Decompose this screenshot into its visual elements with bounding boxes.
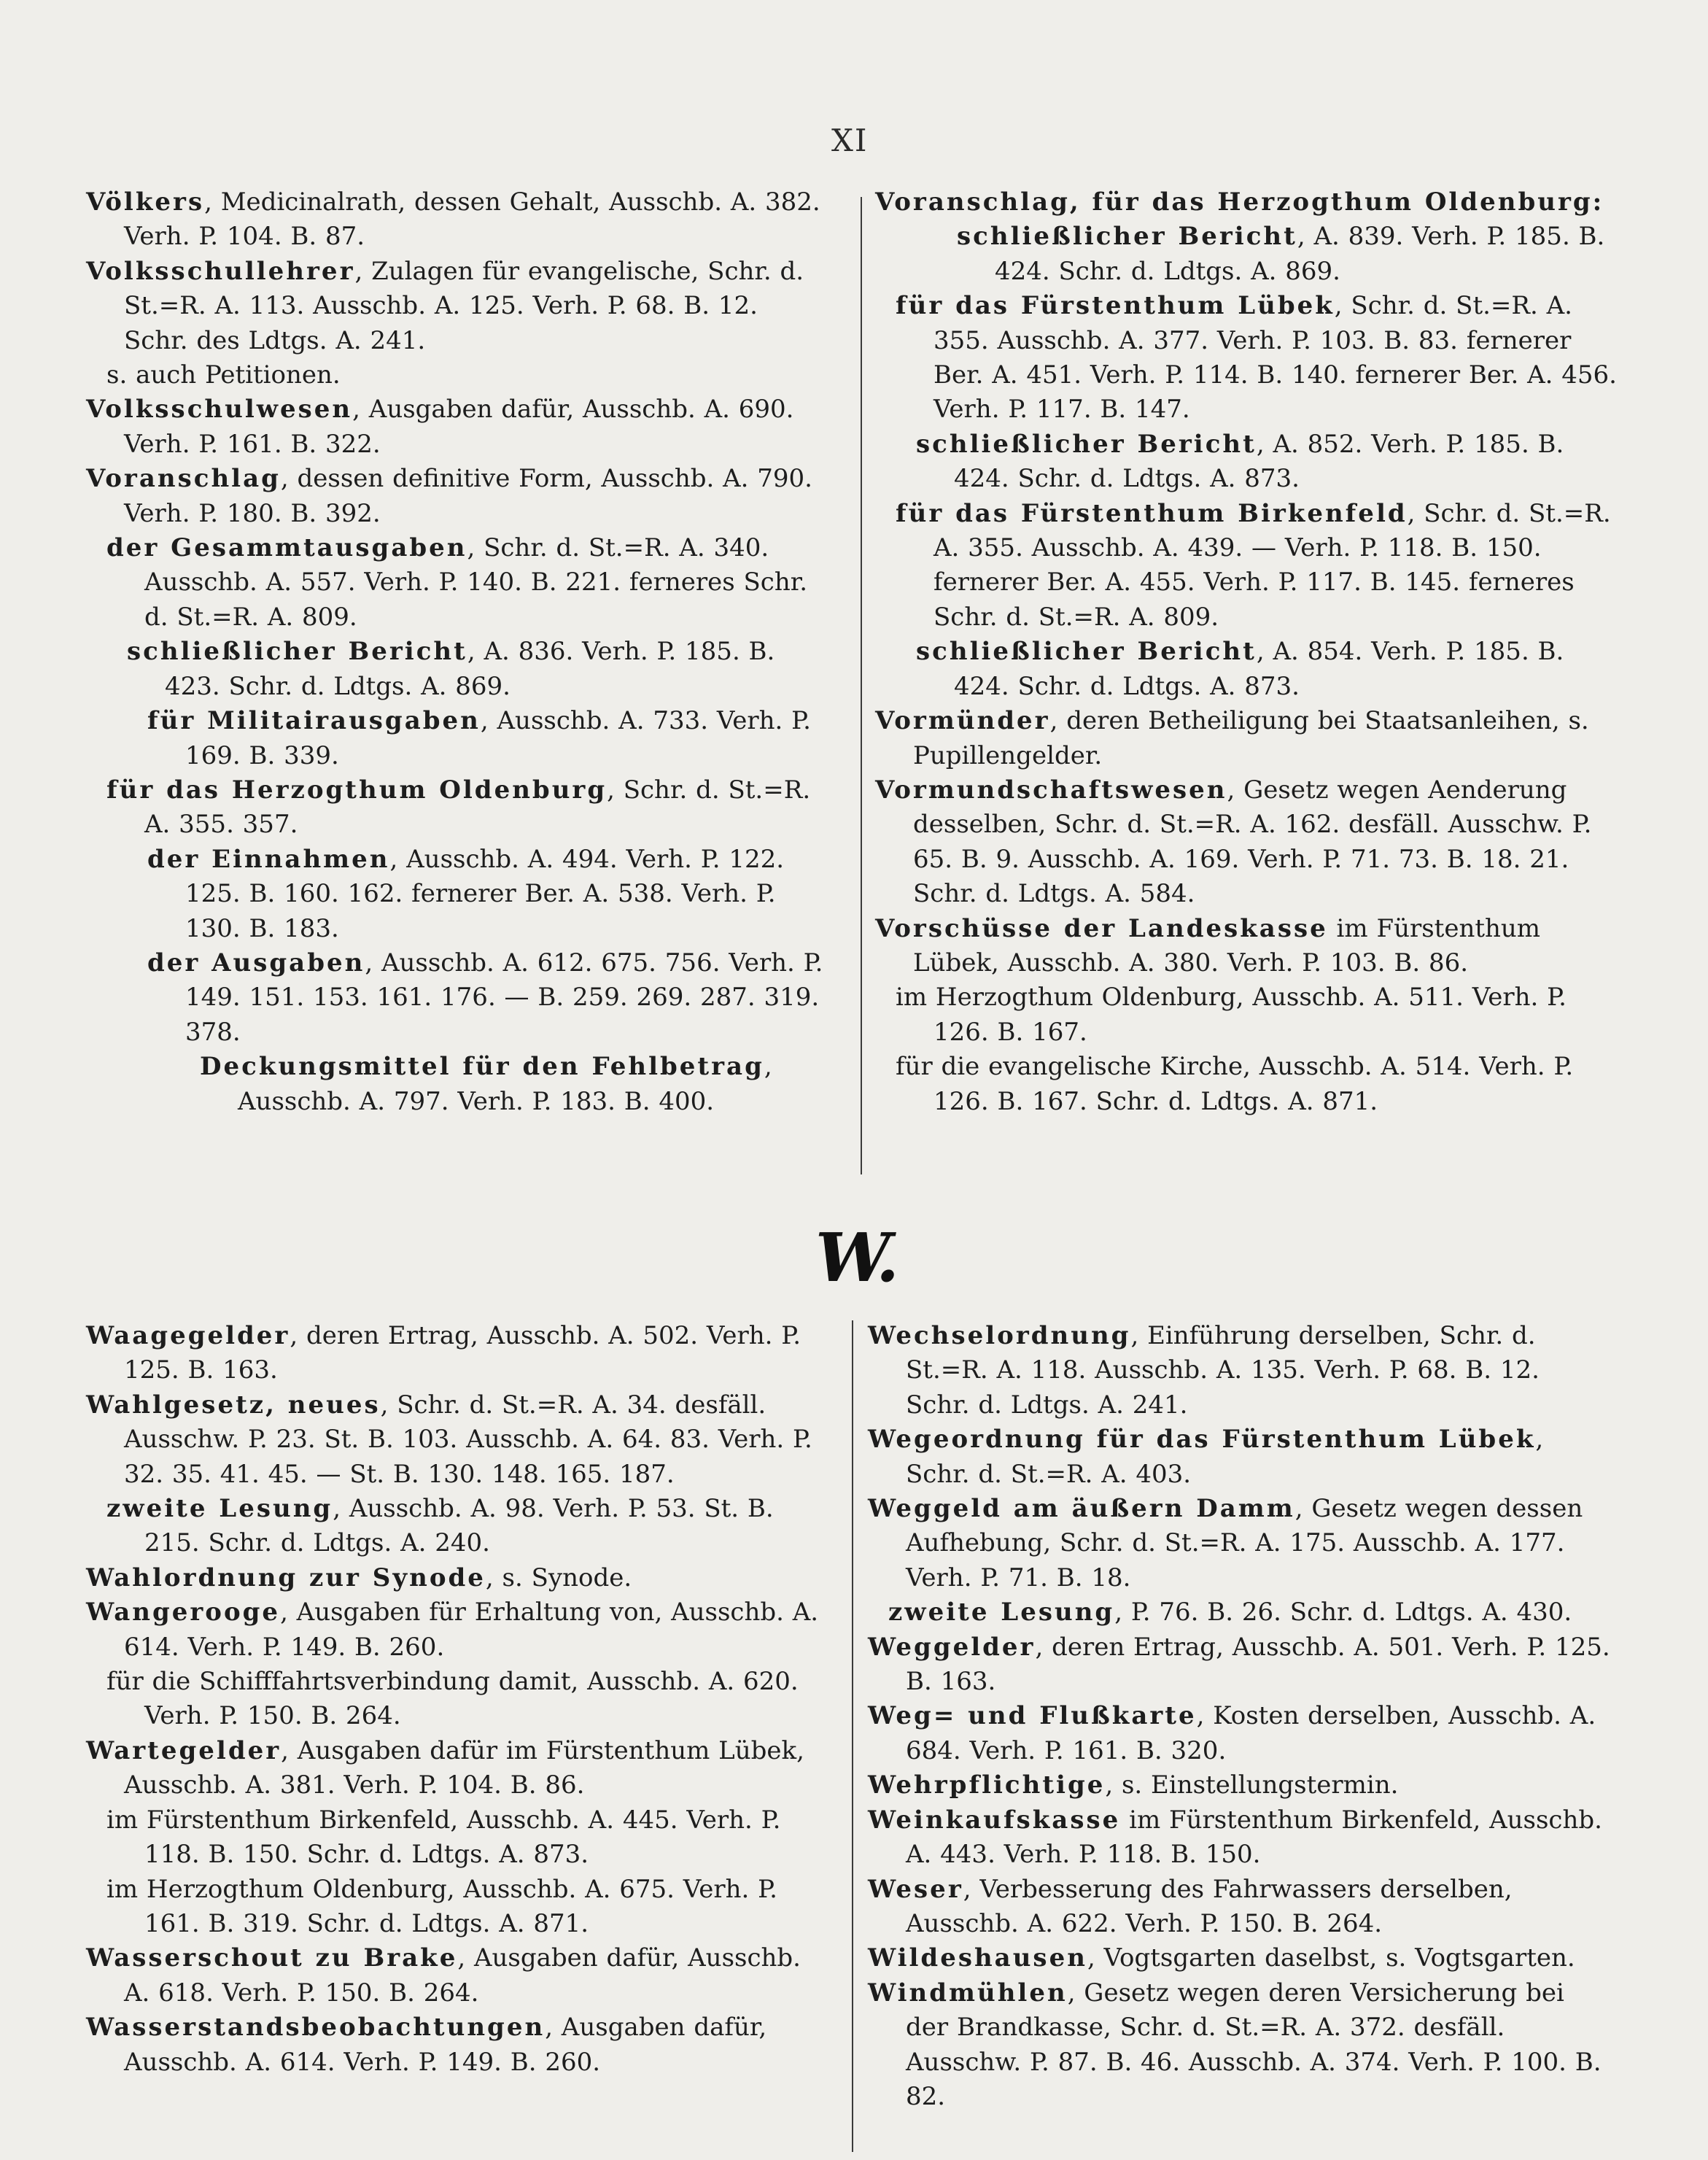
index-entry	[86, 1734, 830, 1803]
index-entry	[106, 1665, 830, 1734]
index-entry	[147, 704, 830, 773]
index-entry	[888, 1595, 1612, 1630]
index-entry	[86, 1388, 830, 1492]
index-entry	[875, 704, 1619, 773]
index-entry-heading: Wasserschout zu Brake	[86, 1943, 458, 1973]
index-entry-text: , Gesetz wegen dessen Aufhebung, Schr. d. St.=R. A. 175. Ausschb. A. 177. Verh. P. 71. B. 18.	[906, 1494, 1583, 1592]
index-entry	[896, 497, 1619, 635]
index-entry	[86, 1595, 830, 1665]
index-entry	[875, 185, 1619, 220]
index-entry	[86, 392, 830, 462]
index-entry-heading: Wasserstandsbeobachtungen	[86, 2013, 546, 2043]
index-entry-heading: für das Herzogthum Oldenburg	[106, 775, 607, 805]
index-entry-text: , Schr. d. St.=R. A. 34. desfäll. Ausschw. P. 23. St. B. 103. Ausschb. A. 64. 83. Verh. P. 32. 35. 41. 45. — St. B. 130. 148. 165. 187.	[124, 1390, 812, 1489]
index-entry-heading: schließlicher Bericht	[916, 637, 1257, 667]
index-entry-text: , Schr. d. St.=R. A. 340. Ausschb. A. 557. Verh. P. 140. B. 221. ferneres Schr. d. St.=R. A. 809.	[144, 533, 808, 632]
index-entry	[200, 1050, 830, 1119]
index-column-top-right	[875, 185, 1619, 1119]
index-entry-heading: Voranschlag	[86, 464, 281, 494]
index-entry-heading: Weg= und Flußkarte	[868, 1701, 1197, 1731]
index-entry-text: im Fürstenthum Birkenfeld, Ausschb. A. 443. Verh. P. 118. B. 150.	[906, 1805, 1602, 1870]
index-entry	[957, 220, 1619, 289]
index-entry	[868, 1492, 1612, 1595]
index-entry-text: , deren Ertrag, Ausschb. A. 502. Verh. P. 125. B. 163.	[124, 1321, 801, 1385]
index-entry-text: im Fürstenthum Lübek, Ausschb. A. 380. Verh. P. 103. B. 86.	[913, 913, 1541, 978]
index-entry-heading: Vormünder	[875, 706, 1050, 736]
index-entry-heading: Volksschulwesen	[86, 395, 353, 425]
index-entry	[868, 1803, 1612, 1873]
section-letter: W.	[815, 1218, 896, 1297]
index-entry-text: , Ausschb. A. 98. Verh. P. 53. St. B. 215. Schr. d. Ldtgs. A. 240.	[144, 1494, 774, 1558]
index-entry-heading: schließlicher Bericht	[127, 637, 467, 667]
index-entry-heading: Waagegelder	[86, 1321, 290, 1350]
index-entry	[106, 773, 830, 843]
index-entry-text: , Verbesserung des Fahrwassers derselben, Ausschb. A. 622. Verh. P. 150. B. 264.	[906, 1874, 1513, 1938]
index-entry-heading: der Ausgaben	[147, 948, 365, 978]
index-entry-text: , s. Synode.	[485, 1563, 632, 1592]
index-entry-heading: Vormundschaftswesen	[875, 775, 1227, 805]
index-entry	[86, 462, 830, 531]
index-entry-heading: Wahlgesetz, neues	[86, 1390, 381, 1420]
index-entry-heading: Weser	[868, 1874, 963, 1904]
index-entry	[147, 843, 830, 946]
index-entry-text: , deren Betheiligung bei Staatsanleihen, s. Pupillengelder.	[913, 706, 1589, 770]
index-entry	[896, 980, 1619, 1050]
index-entry	[106, 358, 830, 392]
column-divider-top	[861, 197, 862, 1174]
index-entry-text: , Ausgaben dafür, Ausschb. A. 614. Verh. P. 149. B. 260.	[124, 2013, 767, 2077]
index-entry-text: im Herzogthum Oldenburg, Ausschb. A. 675. Verh. P. 161. B. 319. Schr. d. Ldtgs. A. 871.	[106, 1874, 777, 1938]
index-entry-heading: Wildeshausen	[868, 1943, 1087, 1973]
index-entry-heading: Völkers	[86, 187, 205, 217]
index-entry-text: , Medicinalrath, dessen Gehalt, Ausschb. A. 382. Verh. P. 104. B. 87.	[124, 187, 820, 252]
index-column-top-left	[86, 185, 830, 1119]
index-entry-text: , dessen definitive Form, Ausschb. A. 790. Verh. P. 180. B. 392.	[124, 464, 812, 528]
index-entry-heading: schließlicher Bericht	[957, 222, 1297, 252]
index-entry-text: , Schr. d. St.=R. A. 355. Ausschb. A. 377. Verh. P. 103. B. 83. fernerer Ber. A. 451. Verh. P. 114. B. 140. fernerer Ber. A. 456. Verh. P. 117. B. 147.	[933, 291, 1617, 425]
index-entry-text: im Herzogthum Oldenburg, Ausschb. A. 511. Verh. P. 126. B. 167.	[896, 983, 1567, 1047]
index-entry-text: , Kosten derselben, Ausschb. A. 684. Verh. P. 161. B. 320.	[906, 1701, 1596, 1765]
index-entry-text: , Ausschb. A. 612. 675. 756. Verh. P. 149. 151. 153. 161. 176. — B. 259. 269. 287. 319. 378.	[185, 948, 823, 1047]
index-entry-text: , Zulagen für evangelische, Schr. d. St.=R. A. 113. Ausschb. A. 125. Verh. P. 68. B. 12. Schr. des Ldtgs. A. 241.	[124, 256, 804, 355]
index-entry	[868, 1319, 1612, 1422]
index-entry	[86, 1319, 830, 1388]
index-entry-text: , deren Ertrag, Ausschb. A. 501. Verh. P. 125. B. 163.	[906, 1632, 1610, 1697]
index-entry-text: , Einführung derselben, Schr. d. St.=R. A. 118. Ausschb. A. 135. Verh. P. 68. B. 12. Schr. d. Ldtgs. A. 241.	[906, 1321, 1540, 1420]
index-entry	[86, 255, 830, 358]
index-entry-text: , A. 836. Verh. P. 185. B. 423. Schr. d. Ldtgs. A. 869.	[165, 637, 775, 701]
index-entry-heading: Wahlordnung zur Synode	[86, 1563, 486, 1592]
index-entry-heading: schließlicher Bericht	[916, 429, 1257, 459]
index-entry	[106, 1803, 830, 1873]
index-entry-heading: Wegeordnung für das Fürstenthum Lübek	[868, 1425, 1536, 1455]
index-entry-text: im Fürstenthum Birkenfeld, Ausschb. A. 445. Verh. P. 118. B. 150. Schr. d. Ldtgs. A. 873.	[106, 1805, 781, 1870]
index-entry	[86, 1561, 830, 1595]
index-entry-heading: zweite Lesung	[888, 1598, 1115, 1627]
index-entry	[86, 1941, 830, 2010]
index-entry-text: für die Schifffahrtsverbindung damit, Ausschb. A. 620. Verh. P. 150. B. 264.	[106, 1667, 799, 1731]
index-entry-text: , Ausgaben dafür, Ausschb. A. 618. Verh. P. 150. B. 264.	[124, 1943, 801, 2008]
index-entry	[916, 635, 1619, 704]
index-entry-heading: der Einnahmen	[147, 844, 390, 874]
index-entry	[875, 912, 1619, 981]
index-entry	[86, 185, 830, 255]
index-entry-heading: Deckungsmittel für den Fehlbetrag	[200, 1052, 764, 1082]
index-entry-heading: Wartegelder	[86, 1735, 282, 1765]
index-entry	[868, 1976, 1612, 2115]
index-entry-heading: Wechselordnung	[868, 1321, 1131, 1350]
column-divider-bottom	[852, 1320, 853, 2152]
index-entry-text: , s. Einstellungstermin.	[1105, 1770, 1399, 1800]
index-entry-heading: Weinkaufskasse	[868, 1805, 1121, 1835]
index-entry-text: , Ausschb. A. 733. Verh. P. 169. B. 339.	[185, 706, 811, 770]
index-entry-text: s. auch Petitionen.	[106, 360, 341, 390]
index-entry	[868, 1768, 1612, 1803]
index-entry	[147, 946, 830, 1050]
index-column-bottom-left	[86, 1319, 830, 2080]
index-entry	[106, 531, 830, 635]
index-entry-text: , A. 852. Verh. P. 185. B. 424. Schr. d. Ldtgs. A. 873.	[954, 429, 1564, 494]
index-entry	[916, 427, 1619, 497]
index-entry-heading: Volksschullehrer	[86, 256, 355, 286]
index-column-bottom-right	[868, 1319, 1612, 2114]
index-entry-heading: für das Fürstenthum Lübek	[896, 291, 1335, 321]
index-entry-text: , Ausgaben für Erhaltung von, Ausschb. A. 614. Verh. P. 149. B. 260.	[124, 1598, 819, 1662]
index-entry	[896, 289, 1619, 427]
index-entry-text: , A. 839. Verh. P. 185. B. 424. Schr. d. Ldtgs. A. 869.	[995, 222, 1605, 286]
index-entry-heading: Wangerooge	[86, 1598, 281, 1627]
index-entry-text: , Gesetz wegen deren Versicherung bei der Brandkasse, Schr. d. St.=R. A. 372. desfäll. Ausschw. P. 87. B. 46. Ausschb. A. 374. Verh. P. 100. B. 82.	[906, 1978, 1602, 2111]
index-entry-text: , Ausgaben dafür, Ausschb. A. 690. Verh. P. 161. B. 322.	[124, 395, 794, 459]
index-entry	[896, 1050, 1619, 1119]
index-entry-text: , Ausschb. A. 797. Verh. P. 183. B. 400.	[238, 1052, 772, 1116]
index-entry	[868, 1630, 1612, 1700]
index-entry	[868, 1873, 1612, 1942]
index-entry-heading: Windmühlen	[868, 1978, 1068, 2008]
index-entry-heading: Weggelder	[868, 1632, 1036, 1662]
page-number: XI	[831, 123, 869, 158]
index-entry-heading: für Militairausgaben	[147, 706, 481, 736]
index-entry-text: , Schr. d. St.=R. A. 355. Ausschb. A. 439. — Verh. P. 118. B. 150. fernerer Ber. A. 455. Verh. P. 117. B. 145. ferneres Schr. d. St.=R. A. 809.	[933, 498, 1611, 632]
index-entry-heading: für das Fürstenthum Birkenfeld	[896, 498, 1408, 528]
index-entry-text: , Schr. d. St.=R. A. 403.	[906, 1425, 1544, 1489]
index-entry	[875, 773, 1619, 912]
index-entry	[868, 1699, 1612, 1768]
index-entry-text: , Vogtsgarten daselbst, s. Vogtsgarten.	[1087, 1943, 1575, 1973]
index-entry-text: , Gesetz wegen Aenderung desselben, Schr. d. St.=R. A. 162. desfäll. Ausschw. P. 65. B. 9. Ausschb. A. 169. Verh. P. 71. 73. B. 18. 21. Schr. d. Ldtgs. A. 584.	[913, 775, 1592, 909]
index-entry-heading: zweite Lesung	[106, 1494, 333, 1524]
index-entry-text: , P. 76. B. 26. Schr. d. Ldtgs. A. 430.	[1114, 1598, 1572, 1627]
index-entry	[106, 1873, 830, 1942]
index-entry	[127, 635, 830, 704]
index-entry-heading: Vorschüsse der Landeskasse	[875, 913, 1328, 943]
index-entry	[106, 1492, 830, 1561]
index-entry-heading: Voranschlag, für das Herzogthum Oldenburg:	[875, 187, 1604, 217]
index-entry-text: , A. 854. Verh. P. 185. B. 424. Schr. d. Ldtgs. A. 873.	[954, 637, 1564, 701]
index-entry-text: für die evangelische Kirche, Ausschb. A. 514. Verh. P. 126. B. 167. Schr. d. Ldtgs. A. 871.	[896, 1052, 1574, 1116]
index-entry	[868, 1422, 1612, 1492]
index-entry-text: , Ausschb. A. 494. Verh. P. 122. 125. B. 160. 162. fernerer Ber. A. 538. Verh. P. 130. B. 183.	[185, 844, 785, 943]
index-entry-heading: der Gesammtausgaben	[106, 533, 467, 563]
index-entry-text: , Ausgaben dafür im Fürstenthum Lübek, Ausschb. A. 381. Verh. P. 104. B. 86.	[124, 1735, 804, 1800]
index-entry-text: , Schr. d. St.=R. A. 355. 357.	[144, 775, 811, 840]
index-entry	[868, 1941, 1612, 1975]
index-entry-heading: Wehrpflichtige	[868, 1770, 1106, 1800]
index-entry	[86, 2010, 830, 2080]
index-entry-heading: Weggeld am äußern Damm	[868, 1494, 1295, 1524]
